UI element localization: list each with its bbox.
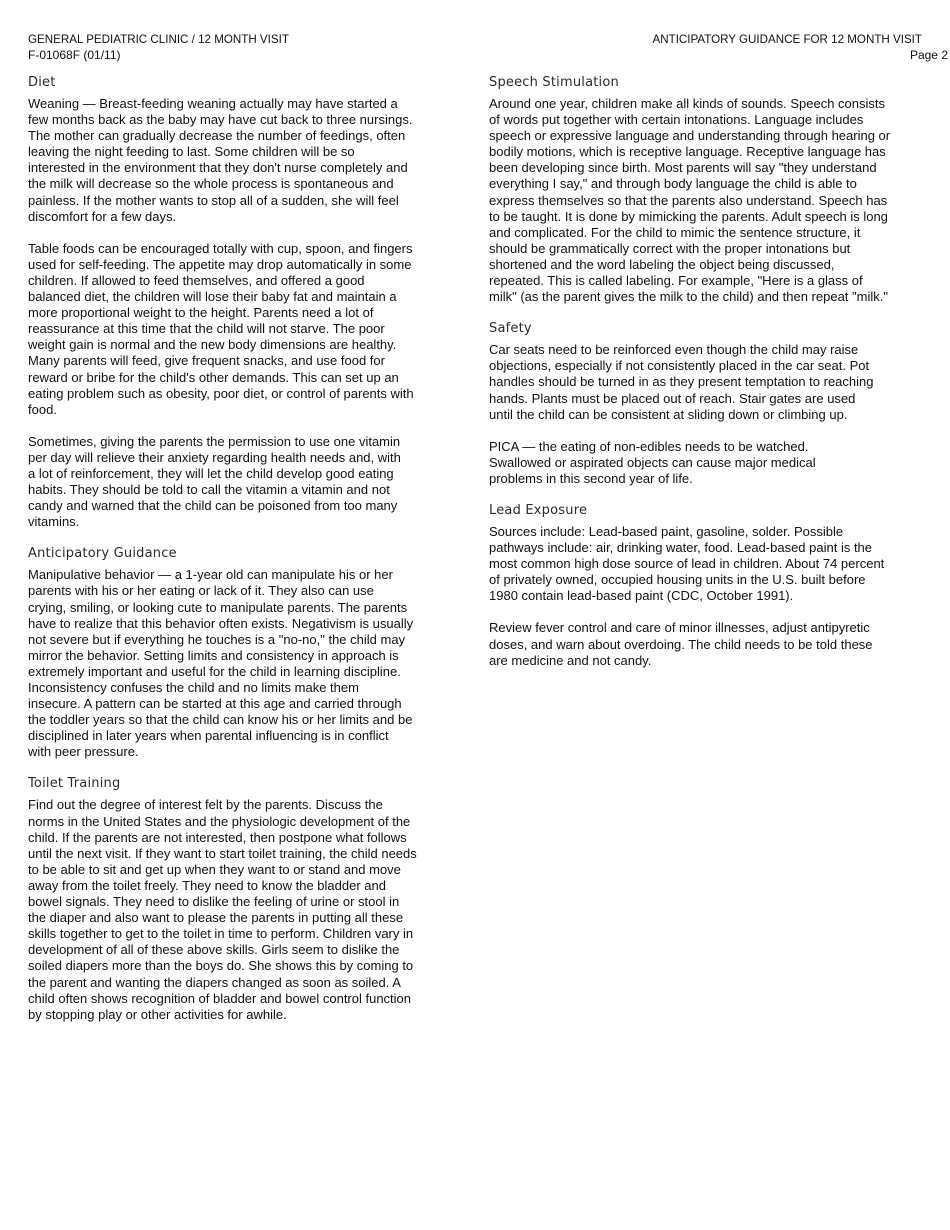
section-lead-exposure: [489, 503, 929, 669]
page-number: Page 2: [909, 48, 948, 62]
section-toilet-training: [28, 776, 468, 1022]
form-number: F-01068F (01/11): [28, 48, 121, 62]
manipulative-behavior-paragraph: Manipulative behavior — a 1-year old can manipulate his or her parents with his or her eating or lack of it. They also can use crying, smiling, or looking cute to manipulate parents. The parents have to realize that this behavior often exists. Negativism is usually not severe but if everything he touches is a "no-no," the child may mirror the behavior. Setting limits and consistency in approach is extremely important and useful for the child in learning discipline. Inconsistency confuses the child and no limits make them insecure. A pattern can be started at this age and carried through the toddler years so that the child can know his or her limits and be disciplined in later years when parental influencing is in conflict with peer pressure.: [28, 567, 414, 760]
diet-weaning-paragraph: Weaning — Breast-feeding weaning actually may have started a few months back as the baby may have cut back to three nursings. The mother can gradually decrease the number of feedings, often leaving the night feeding to last. Some children will be so interested in the environment that they don't nurse completely and the milk will decrease so the whole process is spontaneous and painless. If the mother wants to stop all of a sudden, she will feel discomfort for a few days.: [28, 96, 413, 224]
section-anticipatory-guidance: [28, 546, 468, 760]
lead-exposure-paragraph: Sources include: Lead-based paint, gasoline, solder. Possible pathways include: air, drinking water, food. Lead-based paint is the most common high dose source of lead in children. About 74 percent of privately owned, occupied housing units in the U.S. built before 1980 contain lead-based paint (CDC, October 1991).: [489, 523, 885, 604]
section-heading-anticipatory-guidance: Anticipatory Guidance: [28, 546, 177, 562]
section-speech-stimulation: [489, 75, 929, 305]
section-heading-lead-exposure: Lead Exposure: [489, 502, 588, 518]
header-guidance-title: ANTICIPATORY GUIDANCE FOR 12 MONTH VISIT: [652, 33, 922, 46]
pica-paragraph: PICA — the eating of non-edibles needs to be watched. Swallowed or aspirated objects can cause major medical problems in this second year of life.: [489, 438, 816, 486]
header-clinic-title: GENERAL PEDIATRIC CLINIC / 12 MONTH VISIT: [28, 33, 289, 46]
fever-review-paragraph: Review fever control and care of minor illnesses, adjust antipyretic doses, and warn about overdoing. The child needs to be told these are medicine and not candy.: [489, 620, 873, 668]
section-safety: [489, 321, 929, 487]
left-column: [28, 75, 468, 1039]
section-heading-safety: Safety: [489, 321, 532, 337]
section-heading-toilet-training: Toilet Training: [28, 776, 121, 792]
diet-vitamins-paragraph: Sometimes, giving the parents the permission to use one vitamin per day will relieve their anxiety regarding health needs and, with a lot of reinforcement, they will let the child develop good eating habits. They should be told to call the vitamin a vitamin and not candy and warned that the child can be poisoned from too many vitamins.: [28, 433, 401, 530]
section-diet: [28, 75, 468, 530]
diet-table-foods-paragraph: Table foods can be encouraged totally with cup, spoon, and fingers used for self-feeding. The appetite may drop automatically in some children. If allowed to feed themselves, and offered a good balanced diet, the children will lose their baby fat and maintain a more proportional weight to the height. Parents need a lot of reassurance at this time that the child will not starve. The poor weight gain is normal and the new body dimensions are healthy. Many parents will feed, give frequent snacks, and use food for reward or bribe for the child's other demands. This can set up an eating problem such as obesity, poor diet, or control of parents with food.: [28, 240, 414, 417]
right-column: [489, 75, 929, 685]
section-heading-diet: Diet: [28, 75, 56, 90]
section-heading-speech-stimulation: Speech Stimulation: [489, 75, 619, 90]
speech-stimulation-paragraph: Around one year, children make all kinds of sounds. Speech consists of words put together with certain intonations. Language includes speech or expressive language and understanding through hearing or bodily motions, which is receptive language. Receptive language has been developing since birth. Most parents will say "they understand everything I say," and through body language the child is able to express themselves so that the parents also understand. Speech has to be taught. It is done by mimicking the parents. Adult speech is long and complicated. For the child to mimic the sentence structure, it should be grammatically correct with the proper intonations but shortened and the word labeling the object being discussed, repeated. This is called labeling. For example, "Here is a glass of milk" (as the parent gives the milk to the child) and then repeat "milk.": [489, 96, 891, 305]
safety-paragraph: Car seats need to be reinforced even though the child may raise objections, especially if not consistently placed in the car seat. Pot handles should be turned in as they present temptation to reaching hands. Plants must be placed out of reach. Stair gates are used until the child can be consistent at sliding down or climbing up.: [489, 342, 874, 422]
toilet-training-paragraph: Find out the degree of interest felt by the parents. Discuss the norms in the United States and the physiologic development of the child. If the parents are not interested, then postpone what follows until the next visit. If they want to start toilet training, the child needs to be able to sit and get up when they want to or stand and move away from the toilet freely. They need to know the bladder and bowel signals. They need to dislike the feeling of urine or stool in the diaper and also want to please the parents in putting all these skills together to get to the toilet in time to perform. Children vary in development of all of these above skills. Girls seem to dislike the soiled diapers more than the boys do. She shows this by coming to the parent and wanting the diapers changed as soon as soiled. A child often shows recognition of bladder and bowel control function by stopping play or other activities for awhile.: [28, 797, 417, 1022]
